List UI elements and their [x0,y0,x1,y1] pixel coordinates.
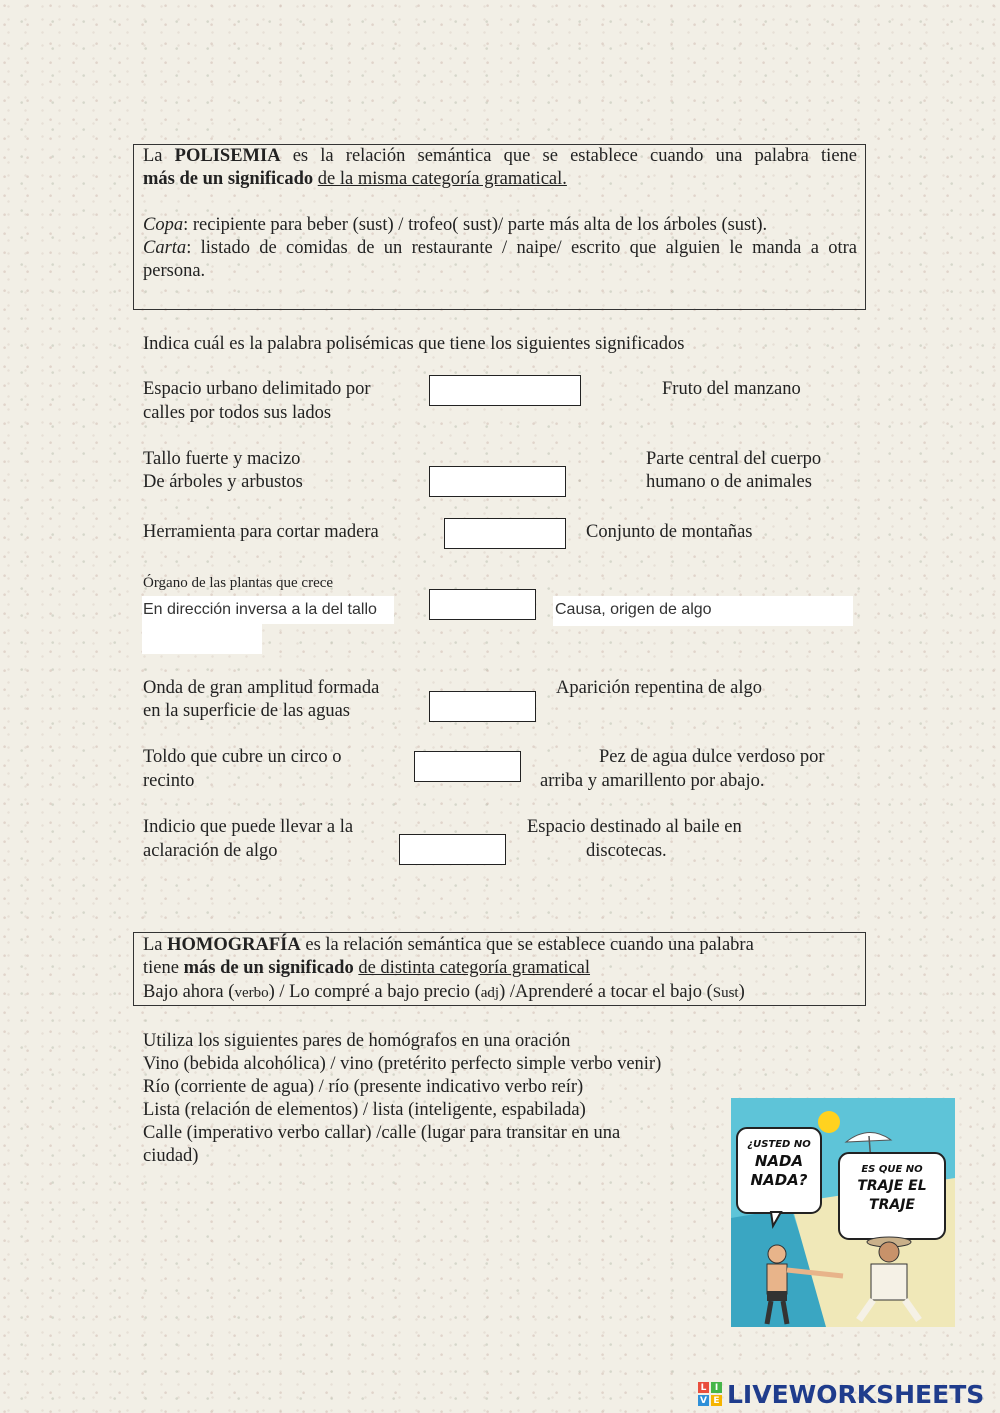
liveworksheets-brand-text: LIVEWORKSHEETS [727,1379,985,1409]
item3-right-1: Conjunto de montañas [586,522,753,542]
answer-input-1[interactable] [429,375,581,406]
homography-line-1: La HOMOGRAFÍA es la relación semántica que se establece cuando una palabra [143,935,754,955]
item1-left-1: Espacio urbano delimitado por [143,379,371,399]
polysemy-example-carta-cont: persona. [143,261,206,281]
exercise2-line-6: ciudad) [143,1146,199,1166]
liveworksheets-logo[interactable] [698,1378,984,1410]
item2-right-2: humano o de animales [646,472,812,492]
homography-line-2: tiene más de un significado de distinta categoría gramatical [143,958,591,978]
homography-line-3: Bajo ahora (verbo) / Lo compré a bajo precio (adj) /Aprenderé a tocar el bajo (Sust) [143,982,745,1002]
speech-bubble-1-text: ¿USTED NO NADA NADA? [747,1139,811,1189]
polysemy-line-1: La POLISEMIA es la relación semántica que se establece cuando una palabra tiene [143,146,857,166]
speech-bubble-2-text: ES QUE NO TRAJE EL TRAJE [857,1164,927,1213]
exercise2-line-1: Utiliza los siguientes pares de homógrafos en una oración [143,1031,571,1051]
item1-right-1: Fruto del manzano [662,379,801,399]
item4-right-1: Causa, origen de algo [555,601,712,618]
item5-left-2: en la superficie de las aguas [143,701,351,721]
answer-input-5[interactable] [429,691,536,722]
item4-left-2: En dirección inversa a la del tallo [143,601,377,618]
answer-input-7[interactable] [399,834,506,865]
item1-left-2: calles por todos sus lados [143,403,332,423]
item2-left-1: Tallo fuerte y macizo [143,449,301,469]
sun-icon [818,1111,840,1133]
item6-left-1: Toldo que cubre un circo o [143,747,342,767]
logo-letter-2: I [711,1382,722,1393]
polysemy-example-carta: Carta: listado de comidas de un restaurante / naipe/ escrito que alguien le manda a otra [143,238,857,258]
item3-left-1: Herramienta para cortar madera [143,522,379,542]
item2-left-2: De árboles y arbustos [143,472,303,492]
logo-letter-4: E [711,1395,722,1406]
answer-input-6[interactable] [414,751,521,782]
polysemy-line-2: más de un significado de la misma categoría gramatical. [143,169,567,189]
exercise2-line-5: Calle (imperativo verbo callar) /calle (lugar para transitar en una [143,1123,621,1143]
answer-input-4[interactable] [429,589,536,620]
item4-left-1: Órgano de las plantas que crece [143,575,334,591]
item7-left-2: aclaración de algo [143,841,278,861]
answer-input-2[interactable] [429,466,566,497]
item2-right-1: Parte central del cuerpo [646,449,822,469]
answer-input-3[interactable] [444,518,566,549]
logo-letters-grid [698,1382,722,1406]
polysemy-example-copa: Copa: recipiente para beber (sust) / trofeo( sust)/ parte más alta de los árboles (sust). [143,215,768,235]
item6-right-1: Pez de agua dulce verdoso por [599,747,825,767]
comic-illustration [731,1098,955,1327]
item7-right-2: discotecas. [586,841,667,861]
polysemy-term: POLISEMIA [174,146,281,166]
exercise2-line-3: Río (corriente de agua) / río (presente indicativo verbo reír) [143,1077,584,1097]
item6-right-2: arriba y amarillento por abajo. [540,771,765,791]
item4-cover-strip-2 [142,624,262,654]
homography-term: HOMOGRAFÍA [167,935,301,955]
item5-left-1: Onda de gran amplitud formada [143,678,380,698]
exercise1-instruction: Indica cuál es la palabra polisémicas que tiene los siguientes significados [143,334,685,354]
logo-letter-1: L [698,1382,709,1393]
logo-letter-3: V [698,1395,709,1406]
exercise2-line-2: Vino (bebida alcohólica) / vino (pretérito perfecto simple verbo venir) [143,1054,662,1074]
item7-left-1: Indicio que puede llevar a la [143,817,354,837]
item6-left-2: recinto [143,771,195,791]
item5-right-1: Aparición repentina de algo [556,678,762,698]
item7-right-1: Espacio destinado al baile en [527,817,742,837]
exercise2-line-4: Lista (relación de elementos) / lista (inteligente, espabilada) [143,1100,586,1120]
